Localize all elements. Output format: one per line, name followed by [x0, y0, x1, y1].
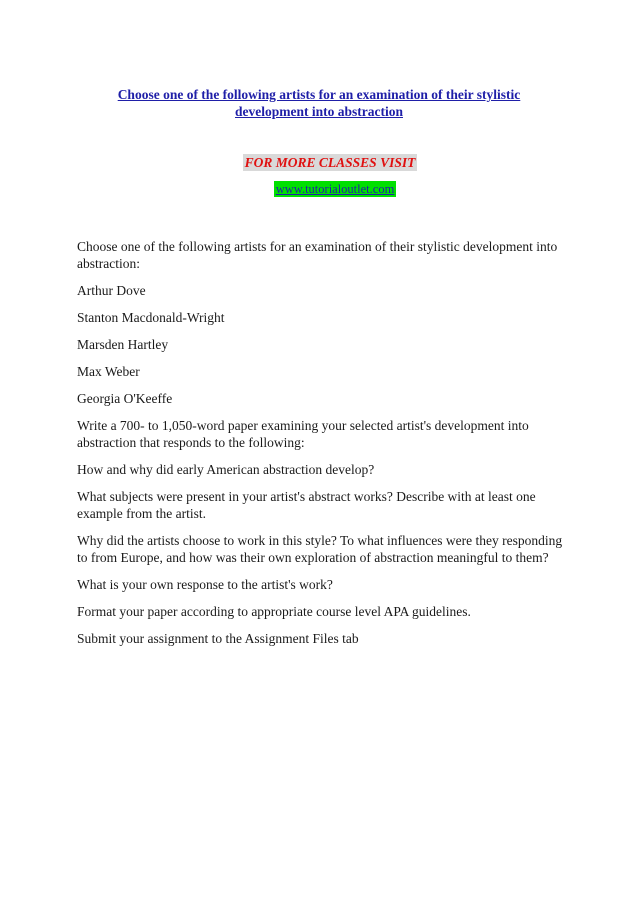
format-note: Format your paper according to appropriate course level APA guidelines. [77, 604, 471, 619]
submit-note: Submit your assignment to the Assignment Files tab [77, 631, 359, 646]
artist-item: Stanton Macdonald-Wright [77, 310, 225, 325]
question-item: Why did the artists choose to work in this style? To what influences were they responding to from Europe, and how was their own exploration of abstraction meaningful to them? [77, 533, 563, 565]
intro-paragraph: Choose one of the following artists for an examination of their stylistic development into abstraction: [77, 239, 558, 271]
promo-heading: FOR MORE CLASSES VISIT [244, 155, 416, 170]
promo-url-link[interactable]: www.tutorialoutlet.com [275, 182, 395, 196]
document-body [77, 238, 567, 657]
title-line-1[interactable]: Choose one of the following artists for an examination of their stylistic [117, 87, 521, 102]
artist-item: Arthur Dove [77, 283, 146, 298]
artist-item: Georgia O'Keeffe [77, 391, 173, 406]
promo-url-row [0, 181, 638, 197]
question-item: What is your own response to the artist's work? [77, 577, 333, 592]
document-title-link[interactable] [95, 86, 543, 120]
artist-item: Marsden Hartley [77, 337, 169, 352]
assignment-paragraph: Write a 700- to 1,050-word paper examining your selected artist's development into abstraction that responds to the following: [77, 418, 529, 450]
promo-heading-row [0, 154, 638, 171]
artist-item: Max Weber [77, 364, 140, 379]
title-line-2[interactable]: development into abstraction [235, 104, 403, 119]
question-item: How and why did early American abstraction develop? [77, 462, 375, 477]
question-item: What subjects were present in your artist's abstract works? Describe with at least one example from the artist. [77, 489, 536, 521]
